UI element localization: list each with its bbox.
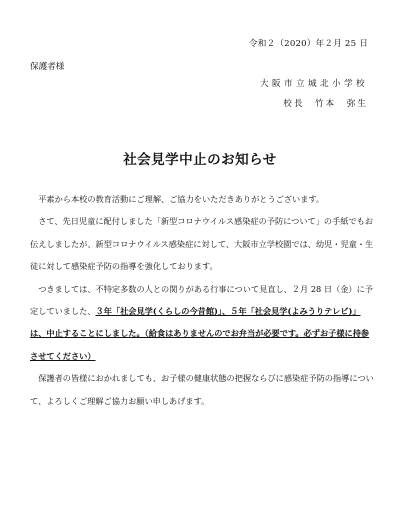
paragraph-background: さて、先日児童に配付しました「新型コロナウイルス感染症の予防について」の手紙でもお伝えしましたが、新型コロナウイルス感染症に対して、大阪市立学校園では、幼児・児童・生徒に対して感染症予防の指導を強化しております。 (30, 216, 374, 272)
document-body (30, 188, 375, 412)
cancellation-emphasis: ３年「社会見学(くらしの今昔館)」、５年「社会見学(よみうりテレビ)」は、中止することにしました。（給食はありませんのでお弁当が必要です。必ずお子様に持参させてください） (30, 306, 370, 361)
paragraph-cancellation (30, 278, 375, 368)
recipient: 保護者様 (30, 62, 65, 72)
issue-date: 令和２（2020）年２月 25 日 (248, 39, 368, 49)
paragraph-greeting: 平素から本校の教育活動にご理解、ご協力をいただきありがとうございます。 (38, 194, 325, 204)
school-name: 大阪市立城北小学校 (260, 79, 368, 89)
principal-name: 校長 竹本 弥生 (283, 99, 368, 109)
cancellation-intro: つきましては、不特定多数の人との関りがある行事について見直し、２月 28 日（金）に予定していました、 (30, 283, 373, 317)
paragraph-closing: 保護者の皆様におかれましても、お子様の健康状態の把握ならびに感染症予防の指導について、よろしくご理解ご協力お願い申しあげます。 (30, 373, 374, 406)
document-title: 社会見学中止のお知らせ (123, 152, 277, 168)
